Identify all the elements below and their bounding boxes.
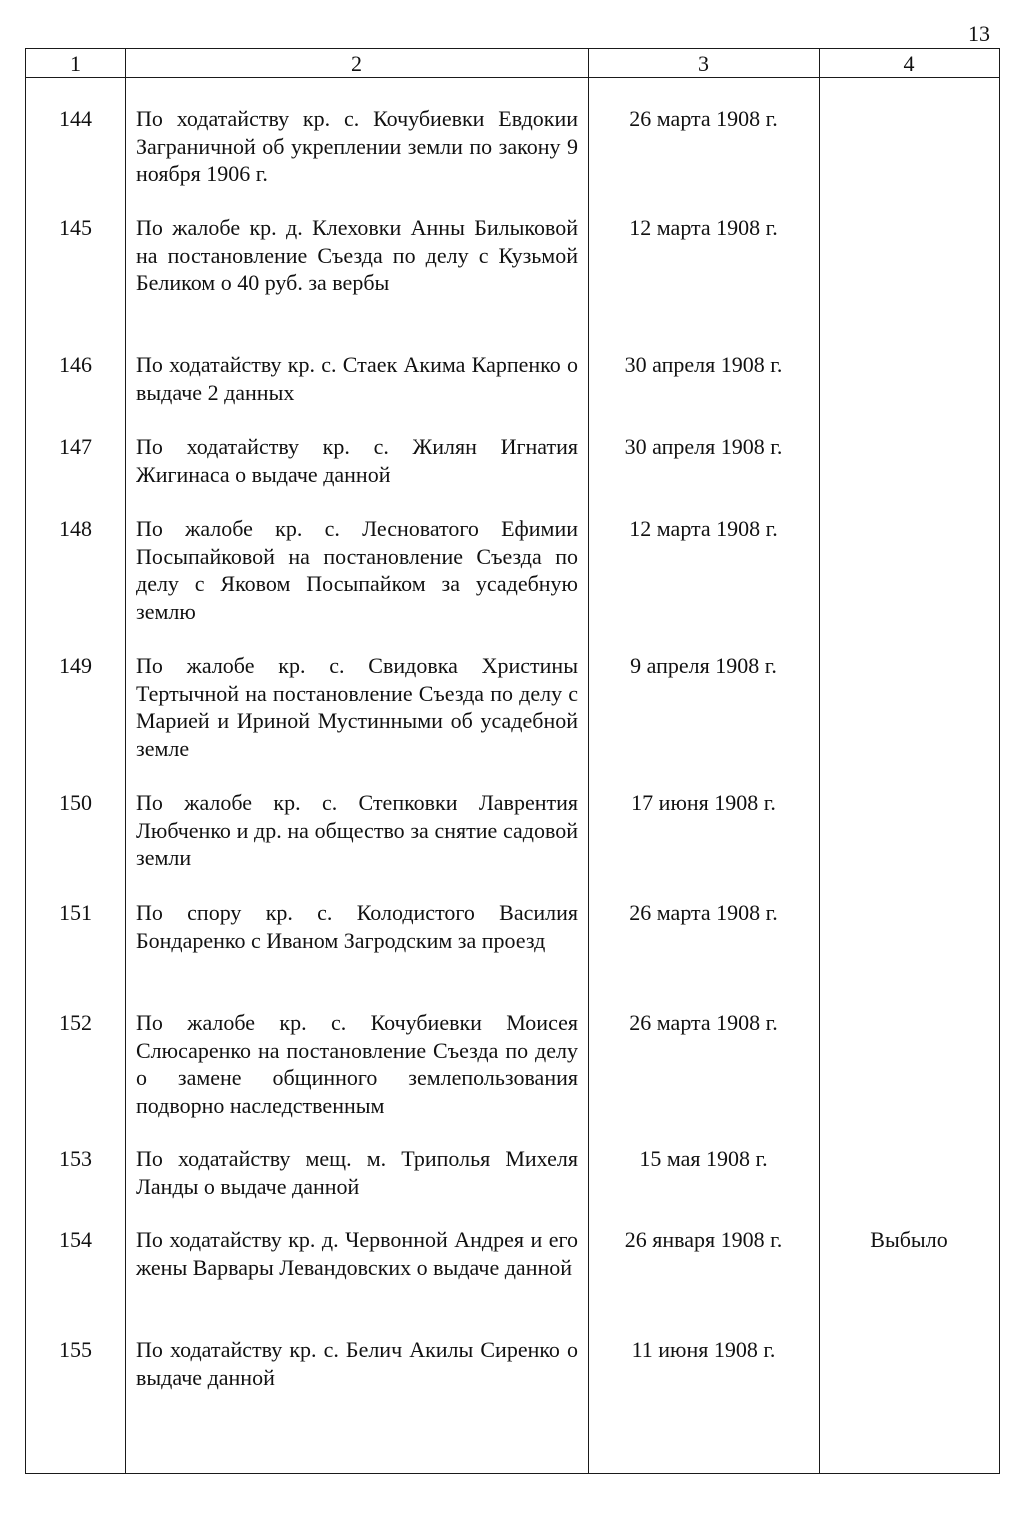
- case-note: Выбыло: [870, 1227, 948, 1252]
- case-date: 30 апреля 1908 г.: [624, 352, 783, 377]
- case-number: 152: [59, 1010, 92, 1035]
- column-header-3: 3: [698, 51, 709, 76]
- case-number: 153: [59, 1146, 92, 1171]
- case-date: 26 марта 1908 г.: [629, 106, 778, 131]
- table-row: [26, 899, 999, 1009]
- case-description: По жалобе кр. с. Кочубиевки Моисея Слюсаренко на постановление Съезда по делу о замене общинного землепользования подворно наследственным: [136, 1010, 578, 1118]
- register-table: [25, 48, 1000, 1474]
- column-header-2: 2: [351, 51, 362, 76]
- table-row: [26, 433, 999, 515]
- case-description: По ходатайству кр. д. Червонной Андрея и его жены Варвары Левандовских о выдаче данной: [136, 1227, 578, 1280]
- table-row: [26, 1145, 999, 1226]
- case-date: 9 апреля 1908 г.: [630, 653, 777, 678]
- table-row: [26, 652, 999, 789]
- table-row: [26, 789, 999, 899]
- table-row: [26, 214, 999, 351]
- table-row: [26, 1336, 999, 1418]
- case-date: 30 апреля 1908 г.: [624, 434, 783, 459]
- table-row: [26, 351, 999, 433]
- case-description: По ходатайству кр. с. Белич Акилы Сиренко о выдаче данной: [136, 1337, 578, 1390]
- case-number: 154: [59, 1227, 92, 1252]
- case-number: 147: [59, 434, 92, 459]
- case-description: По жалобе кр. с. Свидовка Христины Тертычной на постановление Съезда по делу с Марией и Ириной Мустинными об усадебной земле: [136, 653, 578, 761]
- case-number: 151: [59, 900, 92, 925]
- column-header-4: 4: [903, 51, 915, 76]
- case-date: 12 марта 1908 г.: [629, 215, 778, 240]
- case-date: 26 марта 1908 г.: [629, 900, 778, 925]
- case-description: По спору кр. с. Колодистого Василия Бондаренко с Иваном Загродским за проезд: [136, 900, 578, 953]
- case-description: По ходатайству кр. с. Стаек Акима Карпенко о выдаче 2 данных: [136, 352, 578, 405]
- table-row: [26, 105, 999, 214]
- case-number: 148: [59, 516, 92, 541]
- table-row: [26, 515, 999, 652]
- table-row: [26, 1009, 999, 1145]
- page-number: 13: [968, 21, 990, 46]
- case-number: 145: [59, 215, 92, 240]
- case-description: По ходатайству кр. с. Жилян Игнатия Жигинаса о выдаче данной: [136, 434, 578, 487]
- case-date: 17 июня 1908 г.: [631, 790, 776, 815]
- case-description: По жалобе кр. с. Лесноватого Ефимии Посыпайковой на постановление Съезда по делу с Яковом Посыпайком за усадебную землю: [136, 516, 578, 624]
- case-number: 149: [59, 653, 92, 678]
- case-description: По ходатайству кр. с. Кочубиевки Евдокии Заграничной об укреплении земли по закону 9 ноября 1906 г.: [136, 106, 578, 186]
- case-date: 15 мая 1908 г.: [639, 1146, 768, 1171]
- column-header-1: 1: [70, 51, 81, 76]
- table-body: [26, 105, 999, 1418]
- case-description: По жалобе кр. с. Степковки Лаврентия Любченко и др. на общество за снятие садовой земли: [136, 790, 578, 870]
- case-date: 11 июня 1908 г.: [631, 1337, 776, 1362]
- case-number: 150: [59, 790, 92, 815]
- case-description: По ходатайству мещ. м. Триполья Михеля Ланды о выдаче данной: [136, 1146, 578, 1199]
- case-date: 26 марта 1908 г.: [629, 1010, 778, 1035]
- case-number: 144: [59, 106, 92, 131]
- table-row: [26, 1226, 999, 1336]
- case-description: По жалобе кр. д. Клеховки Анны Билыковой на постановление Съезда по делу с Кузьмой Беликом о 40 руб. за вербы: [136, 215, 578, 295]
- case-date: 12 марта 1908 г.: [629, 516, 778, 541]
- case-number: 155: [59, 1337, 92, 1362]
- case-date: 26 января 1908 г.: [624, 1227, 783, 1252]
- case-number: 146: [59, 352, 92, 377]
